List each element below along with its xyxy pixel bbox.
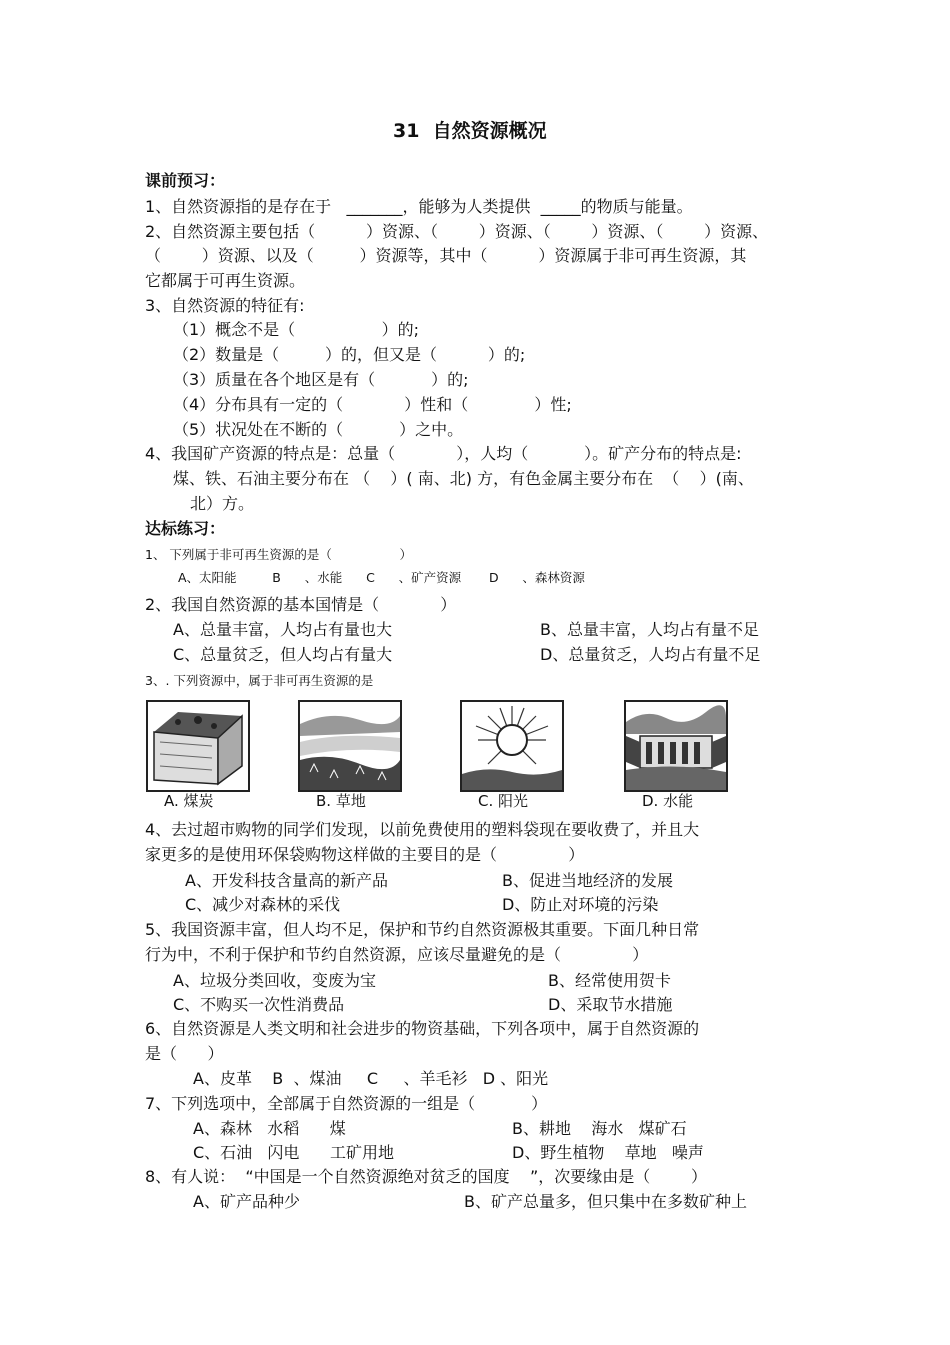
q1-stem: 1、 下列属于非可再生资源的是（ ）	[145, 547, 412, 562]
preview-line-12: 煤、铁、石油主要分布在 （ ）( 南、北) 方，有色金属主要分布在 （ ）(南、	[173, 469, 754, 488]
preview-line-2: 2、自然资源主要包括（ ）资源、（ ）资源、（ ）资源、（ ）资源、	[145, 222, 769, 241]
coal-image	[148, 702, 248, 790]
caption-coal: A. 煤炭	[164, 792, 214, 810]
q4-option-d: D、防止对环境的污染	[502, 895, 659, 914]
caption-hydropower: D. 水能	[642, 792, 694, 810]
coal-picture	[146, 700, 250, 792]
q4-line-1: 4、去过超市购物的同学们发现，以前免费使用的塑料袋现在要收费了，并且大	[145, 820, 700, 839]
q4-option-c: C、减少对森林的采伐	[185, 895, 341, 914]
q1-options: A、太阳能 B 、水能 C 、矿产资源 D 、森林资源	[178, 570, 585, 585]
preview-line-11: 4、我国矿产资源的特点是：总量（ ），人均（ ）。矿产分布的特点是:	[145, 444, 742, 463]
q3-stem: 3、. 下列资源中，属于非可再生资源的是	[145, 673, 374, 688]
caption-grassland: B. 草地	[316, 792, 366, 810]
q7-option-a: A、森林 水稻 煤	[193, 1119, 346, 1138]
grassland-image	[300, 702, 400, 790]
sun-image	[462, 702, 562, 790]
q4-option-b: B、促进当地经济的发展	[502, 871, 673, 890]
q2-option-b: B、总量丰富，人均占有量不足	[540, 620, 759, 639]
q8-option-b: B、矿产总量多，但只集中在多数矿种上	[464, 1192, 747, 1211]
preview-line-9: （4）分布具有一定的（ ）性和（ ）性;	[173, 395, 572, 414]
preview-line-8: （3）质量在各个地区是有（ ）的;	[173, 370, 469, 389]
q7-option-c: C、石油 闪电 工矿用地	[193, 1143, 394, 1162]
q2-stem: 2、我国自然资源的基本国情是（ ）	[145, 595, 457, 614]
q5-line-2: 行为中，不利于保护和节约自然资源，应该尽量避免的是（ ）	[145, 945, 649, 964]
q6-options: A、皮革 B 、煤油 C 、羊毛衫 D 、阳光	[193, 1069, 549, 1088]
page-title: 31 自然资源概况	[393, 120, 547, 142]
q8-option-a: A、矿产品种少	[193, 1192, 300, 1211]
preview-line-13: 北）方。	[190, 494, 255, 513]
q7-stem: 7、下列选项中，全部属于自然资源的一组是（ ）	[145, 1094, 548, 1113]
preview-line-1: 1、自然资源指的是存在于 _______，能够为人类提供 _____的物质与能量。	[145, 197, 693, 216]
preview-line-4: 它都属于可再生资源。	[145, 271, 306, 290]
q5-option-c: C、不购买一次性消费品	[173, 995, 345, 1014]
q8-stem: 8、有人说： “中国是一个自然资源绝对贫乏的国度 ”，次要缘由是（ ）	[145, 1167, 707, 1186]
q7-option-b: B、耕地 海水 煤矿石	[512, 1119, 687, 1138]
q2-option-c: C、总量贫乏，但人均占有量大	[173, 645, 393, 664]
q5-option-a: A、垃圾分类回收，变废为宝	[173, 971, 376, 990]
sunlight-picture	[460, 700, 564, 792]
preview-line-7: （2）数量是（ ）的，但又是（ ）的;	[173, 345, 526, 364]
q4-option-a: A、开发科技含量高的新产品	[185, 871, 388, 890]
q6-line-1: 6、自然资源是人类文明和社会进步的物资基础，下列各项中，属于自然资源的	[145, 1019, 700, 1038]
grassland-picture	[298, 700, 402, 792]
q5-option-d: D、采取节水措施	[548, 995, 673, 1014]
preview-line-3: （ ）资源、以及（ ）资源等，其中（ ）资源属于非可再生资源，其	[145, 246, 747, 265]
q6-line-2: 是（ ）	[145, 1044, 224, 1063]
practice-heading: 达标练习：	[145, 519, 226, 538]
q2-option-a: A、总量丰富，人均占有量也大	[173, 620, 392, 639]
q5-option-b: B、经常使用贺卡	[548, 971, 671, 990]
preview-line-6: （1）概念不是（ ）的;	[173, 320, 420, 339]
hydropower-picture	[624, 700, 728, 792]
preview-heading: 课前预习：	[145, 171, 226, 190]
q4-line-2: 家更多的是使用环保袋购物这样做的主要目的是（ ）	[145, 845, 585, 864]
q7-option-d: D、野生植物 草地 噪声	[512, 1143, 704, 1162]
preview-line-5: 3、自然资源的特征有:	[145, 296, 305, 315]
q5-line-1: 5、我国资源丰富，但人均不足，保护和节约自然资源极其重要。下面几种日常	[145, 920, 700, 939]
dam-image	[626, 702, 726, 790]
q2-option-d: D、总量贫乏，人均占有量不足	[540, 645, 761, 664]
caption-sunlight: C. 阳光	[478, 792, 529, 810]
preview-line-10: （5）状况处在不断的（ ）之中。	[173, 420, 464, 439]
